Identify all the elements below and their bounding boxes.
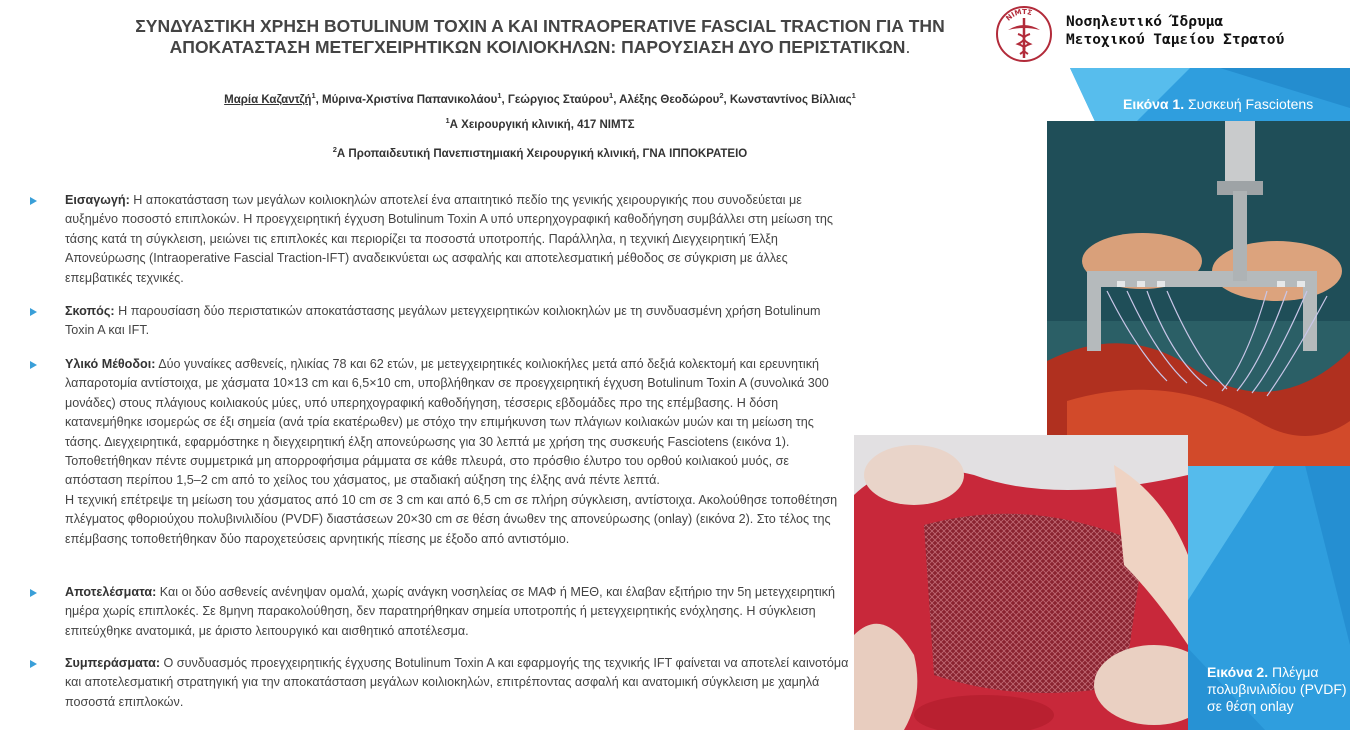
section-conclusions <box>65 654 850 712</box>
authors-line <box>140 91 940 106</box>
poster-title <box>80 16 1000 58</box>
figure-1-photo <box>1047 121 1350 466</box>
affiliation-1-sup: 1 <box>445 116 450 125</box>
author-name: Γεώργιος Σταύρου <box>507 93 610 106</box>
author-sep: , <box>613 93 620 106</box>
affiliation-1-text: Α Χειρουργική κλινική, 417 ΝΙΜΤΣ <box>449 118 635 131</box>
author-sup: 1 <box>609 91 614 100</box>
caduceus-logo-icon <box>994 4 1054 64</box>
title-line-1: ΣΥΝΔΥΑΣΤΙΚΗ ΧΡΗΣΗ BOTULINUM TOXIN A ΚΑΙ INTRAOPERATIVE FASCIAL TRACTION ΓΙΑ ΤΗΝ <box>135 16 945 36</box>
author-sep: , <box>501 93 508 106</box>
logo-line-1: Νοσηλευτικό Ίδρυμα <box>1066 14 1224 30</box>
author-name: Αλέξης Θεοδώρου <box>619 93 720 106</box>
section-methods <box>65 355 850 549</box>
figure-1-caption <box>1123 96 1313 112</box>
author-sup: 1 <box>851 91 856 100</box>
section-results <box>65 583 850 641</box>
title-line-2 <box>80 37 1000 58</box>
conclusions-text: Ο συνδυασμός προεγχειρητικής έγχυσης Botulinum Toxin A και εφαρμογής της τεχνικής IFT φαίνεται να αποτελεί καινοτόμα και αποτελεσματική στρατηγική για την αποκατάσταση μεγάλων κοιλιοκηλών, επιτρέποντας ασφαλή και ανατομική σύγκλειση με χαμηλά ποσοστά επιπλοκών. <box>65 656 849 709</box>
author-sup: 2 <box>719 91 724 100</box>
pvdf-mesh-illustration <box>854 435 1188 730</box>
svg-text:ΝΙΜΤΣ <box>1004 8 1033 23</box>
section-aim <box>65 302 850 341</box>
figure-1-text: Συσκευή Fasciotens <box>1187 96 1314 112</box>
institution-logo <box>990 2 1324 68</box>
figure-2-label: Εικόνα 2. <box>1207 664 1269 680</box>
intro-text: Η αποκατάσταση των μεγάλων κοιλιοκηλών αποτελεί ένα απαιτητικό πεδίο της γενικής χειρουργικής που συνοδεύεται με αυξημένο ποσοστό επιπλοκών. Η προεγχειρητική έγχυση Botulinum Toxin A υπό υπερηχογραφική καθοδήγηση συμβάλλει στη μείωση της τάσης κατά τη σύγκλειση, μειώνει τις επιπλοκές και περιορίζει τα ποσοστά υποτροπής. Παράλληλα, η τεχνική Διεγχειρητική Έλξη Απονεύρωσης (Intraoperative Fascial Traction-IFT) αναδεικνύεται ως ασφαλής και αποτελεσματική μέθοδος σε σύγκριση με άλλες επεμβατικές τεχνικές. <box>65 193 833 285</box>
figure-2-caption <box>1207 664 1350 715</box>
methods-text-2: Τοποθετήθηκαν πέντε συμμετρικά μη απορροφήσιμα ράμματα σε κάθε πλευρά, στο πρόσθιο έλυτρο του ορθού κοιλιακού μυός, σε απόσταση περίπου 1,5–2 cm από το χείλος του χάσματος, με σταδιακή αύξηση της έλξης ανά πέντε λεπτά. <box>65 454 789 488</box>
author-sep: , <box>315 93 323 106</box>
affiliation-2-sup: 2 <box>332 145 337 154</box>
methods-text-1: Δύο γυναίκες ασθενείς, ηλικίας 78 και 62 ετών, με μετεγχειρητικές κοιλιοκήλες μετά από δεξιά κολεκτομή και ερευνητική λαπαροτομία αντίστοιχα, με χάσματα 10×13 cm και 6,5×10 cm, υποβλήθηκαν σε προεγχειρητική έγχυση Botulinum Toxin A (συνολικά 300 μονάδες) στους πλάγιους κοιλιακούς μύες, υπό υπερηχογραφική καθοδήγηση, τέσσερις εβδομάδες προ της επέμβασης. Η δόση κατανεμήθηκε ισομερώς σε έξι σημεία (ανά τρία εκατέρωθεν) με στόχο την επιμήκυνση των πλάγιων κοιλιακών μυών και τη μείωση της τάσης. Διεγχειρητικά, εφαρμόστηκε η διεγχειρητική έλξη απονεύρωσης για 30 λεπτά με χρήση της συσκευής Fasciotens (εικόνα 1). <box>65 357 829 449</box>
methods-heading: Υλικό Μέθοδοι: <box>65 357 156 371</box>
logo-text <box>1066 13 1284 49</box>
title-dot: . <box>905 37 911 57</box>
logo-line-2: Μετοχικού Ταμείου Στρατού <box>1066 32 1285 48</box>
results-text: Και οι δύο ασθενείς ανένηψαν ομαλά, χωρίς ανάγκη νοσηλείας σε ΜΑΦ ή ΜΕΘ, και έλαβαν εξιτήριο την 5η μετεγχειρητική ημέρα χωρίς επιπλοκές. Σε 8μηνη παρακολούθηση, δεν παρατηρήθηκαν σημεία υποτροπής ή μετεγχειρητικής ενόχλησης. Η σύγκλειση επιτεύχθηκε ανατομικά, με άριστο λειτουργικό και αισθητικό αποτέλεσμα. <box>65 585 835 638</box>
author-name: Κωνσταντίνος Βίλλιας <box>729 93 852 106</box>
bullet-icon <box>30 197 37 205</box>
author-name: Μύρινα-Χριστίνα Παπανικολάου <box>322 93 498 106</box>
aim-heading: Σκοπός: <box>65 304 115 318</box>
figure-1-label: Εικόνα 1. <box>1123 96 1185 112</box>
section-introduction <box>65 191 850 288</box>
bullet-icon <box>30 361 37 369</box>
bullet-icon <box>30 660 37 668</box>
bullet-icon <box>30 589 37 597</box>
figure-2-text: Πλέγμα πολυβινιλιδίου (PVDF) σε θέση onlay <box>1207 664 1347 714</box>
conclusions-heading: Συμπεράσματα: <box>65 656 161 670</box>
author-sup: 1 <box>497 91 502 100</box>
affiliation-1 <box>140 116 940 131</box>
bullet-icon <box>30 308 37 316</box>
figure-2-photo <box>854 435 1188 730</box>
author-sup: 1 <box>311 91 316 100</box>
author-sep: , <box>723 93 730 106</box>
results-heading: Αποτελέσματα: <box>65 585 157 599</box>
title-line-2-text: ΑΠΟΚΑΤΑΣΤΑΣΗ ΜΕΤΕΓΧΕΙΡΗΤΙΚΩΝ ΚΟΙΛΙΟΚΗΛΩΝ: ΠΑΡΟΥΣΙΑΣΗ ΔΥΟ ΠΕΡΙΣΤΑΤΙΚΩΝ <box>169 37 906 57</box>
affiliation-2-text: Α Προπαιδευτική Πανεπιστημιακή Χειρουργική κλινική, ΓΝΑ ΙΠΠΟΚΡΑΤΕΙΟ <box>336 147 748 160</box>
author-name: Μαρία Καζαντζή <box>224 93 312 106</box>
affiliation-2 <box>140 145 940 160</box>
methods-text-3: Η τεχνική επέτρεψε τη μείωση του χάσματος από 10 cm σε 3 cm και από 6,5 cm σε πλήρη σύγκλειση, αντίστοιχα. Ακολούθησε τοποθέτηση πλέγματος φθοριούχου πολυβινιλιδίου (PVDF) διαστάσεων 20×30 cm σε θέση άνωθεν της απονεύρωσης (onlay) (εικόνα 2). Στο τέλος της επέμβασης τοποθετήθηκαν δύο παροχετεύσεις αρνητικής πίεσης με έξοδο από αντιστόμιο. <box>65 492 838 546</box>
fasciotens-device-illustration <box>1047 121 1350 466</box>
logo-mark-text: ΝΙΜΤΣ <box>1004 7 1033 23</box>
intro-heading: Εισαγωγή: <box>65 193 130 207</box>
aim-text: Η παρουσίαση δύο περιστατικών αποκατάστασης μεγάλων μετεγχειρητικών κοιλιοκηλών με τη συνδυασμένη χρήση Botulinum Toxin A και IFT. <box>65 304 821 338</box>
